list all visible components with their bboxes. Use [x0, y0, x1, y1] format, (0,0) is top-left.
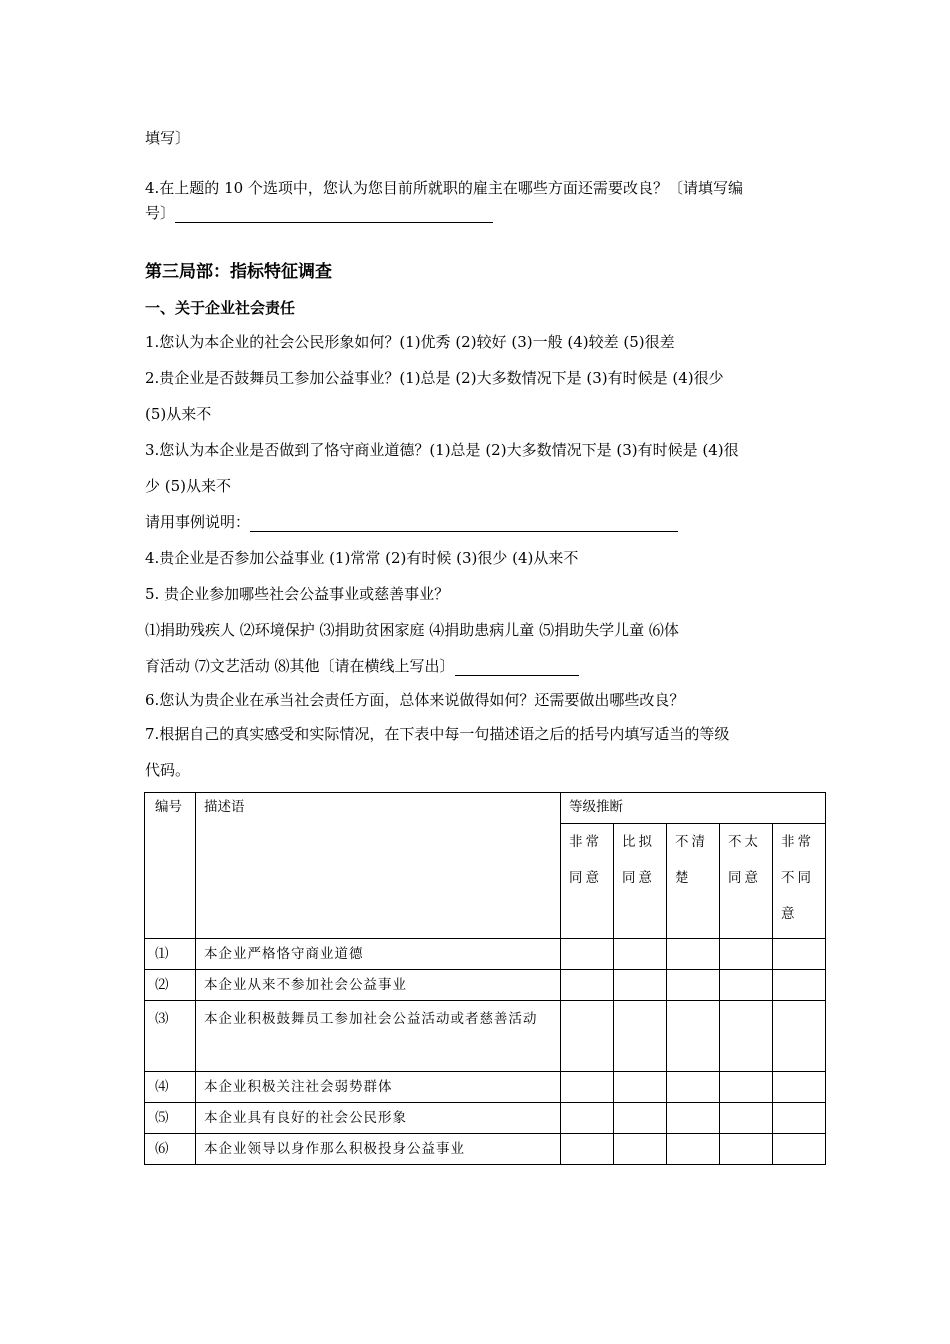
- grade-agree: 比拟同意: [614, 824, 667, 939]
- continuation-text: 填写〕: [145, 129, 191, 147]
- row-description: 本企业从来不参加社会公益事业: [196, 970, 561, 1001]
- rating-cell[interactable]: [614, 939, 667, 970]
- rating-cell[interactable]: [667, 1072, 720, 1103]
- grade-strongly-disagree: 非常不同意: [773, 824, 826, 939]
- rating-cell[interactable]: [614, 1134, 667, 1165]
- rating-cell[interactable]: [773, 970, 826, 1001]
- question-3-example-label: 请用事例说明：: [145, 513, 251, 531]
- row-number: ⑷: [145, 1072, 196, 1103]
- rating-cell[interactable]: [720, 1001, 773, 1072]
- question-6: 6.您认为贵企业在承当社会责任方面，总体来说做得如何？还需要做出哪些改良？: [145, 691, 685, 709]
- rating-cell[interactable]: [720, 970, 773, 1001]
- rating-cell[interactable]: [561, 939, 614, 970]
- row-description: 本企业领导以身作那么积极投身公益事业: [196, 1134, 561, 1165]
- grade-disagree: 不太同意: [720, 824, 773, 939]
- rating-cell[interactable]: [720, 1134, 773, 1165]
- table-row: [145, 970, 826, 1001]
- table-row: [145, 1103, 826, 1134]
- rating-cell[interactable]: [667, 970, 720, 1001]
- question-3-line2: 少 (5)从来不: [145, 477, 232, 495]
- prev-question-4-line1: 4.在上题的 10 个选项中，您认为您目前所就职的雇主在哪些方面还需要改良？〔请填写编: [145, 179, 743, 197]
- question-7-line1: 7.根据自己的真实感受和实际情况，在下表中每一句描述语之后的括号内填写适当的等级: [145, 725, 730, 743]
- rating-cell[interactable]: [720, 1072, 773, 1103]
- other-blank[interactable]: [455, 659, 579, 676]
- rating-cell[interactable]: [720, 1103, 773, 1134]
- row-number: ⑸: [145, 1103, 196, 1134]
- question-5-options-line2: [145, 656, 579, 676]
- header-number: 编号: [145, 793, 196, 939]
- question-3-example: [145, 512, 678, 532]
- rating-cell[interactable]: [773, 1103, 826, 1134]
- rating-cell[interactable]: [720, 939, 773, 970]
- question-7-line2: 代码。: [145, 761, 191, 779]
- rating-cell[interactable]: [773, 1134, 826, 1165]
- rating-cell[interactable]: [561, 1134, 614, 1165]
- prev-question-4-line2-text: 号〕: [145, 204, 176, 222]
- row-description: 本企业严格恪守商业道德: [196, 939, 561, 970]
- question-2-line1: 2.贵企业是否鼓舞员工参加公益事业？(1)总是 (2)大多数情况下是 (3)有时候是 (4)很少: [145, 369, 724, 387]
- row-number: ⑴: [145, 939, 196, 970]
- rating-cell[interactable]: [614, 1072, 667, 1103]
- row-number: ⑹: [145, 1134, 196, 1165]
- row-description: 本企业积极鼓舞员工参加社会公益活动或者慈善活动: [196, 1001, 561, 1072]
- table-row: [145, 939, 826, 970]
- row-description: 本企业具有良好的社会公民形象: [196, 1103, 561, 1134]
- section-title: 第三局部：指标特征调查: [145, 262, 332, 282]
- table-row: [145, 1001, 826, 1072]
- rating-cell[interactable]: [561, 970, 614, 1001]
- rating-cell[interactable]: [773, 939, 826, 970]
- row-number: ⑵: [145, 970, 196, 1001]
- rating-cell[interactable]: [614, 970, 667, 1001]
- rating-cell[interactable]: [773, 1072, 826, 1103]
- question-5: 5. 贵企业参加哪些社会公益事业或慈善事业？: [145, 585, 450, 603]
- rating-cell[interactable]: [667, 1134, 720, 1165]
- header-grade: 等级推断: [561, 793, 826, 824]
- table-row: [145, 1072, 826, 1103]
- rating-table: [144, 792, 826, 1165]
- row-number: ⑶: [145, 1001, 196, 1072]
- rating-cell[interactable]: [561, 1072, 614, 1103]
- question-4: 4.贵企业是否参加公益事业 (1)常常 (2)有时候 (3)很少 (4)从来不: [145, 549, 579, 567]
- rating-cell[interactable]: [773, 1001, 826, 1072]
- example-blank[interactable]: [250, 515, 678, 532]
- question-2-line2: (5)从来不: [145, 405, 212, 423]
- rating-cell[interactable]: [561, 1001, 614, 1072]
- prev-question-4-line2: [145, 203, 493, 223]
- row-description: 本企业积极关注社会弱势群体: [196, 1072, 561, 1103]
- grade-unsure: 不清楚: [667, 824, 720, 939]
- answer-blank[interactable]: [175, 206, 493, 223]
- question-1: 1.您认为本企业的社会公民形象如何？(1)优秀 (2)较好 (3)一般 (4)较差 (5)很差: [145, 333, 675, 351]
- rating-cell[interactable]: [614, 1001, 667, 1072]
- header-description: 描述语: [196, 793, 561, 939]
- question-5-options-line2-text: 育活动 ⑺文艺活动 ⑻其他〔请在横线上写出〕: [145, 657, 455, 675]
- subsection-title: 一、关于企业社会责任: [145, 299, 296, 317]
- question-3-line1: 3.您认为本企业是否做到了恪守商业道德？(1)总是 (2)大多数情况下是 (3)有时候是 (4)很: [145, 441, 739, 459]
- rating-cell[interactable]: [614, 1103, 667, 1134]
- rating-cell[interactable]: [667, 1103, 720, 1134]
- rating-cell[interactable]: [561, 1103, 614, 1134]
- table-row: [145, 1134, 826, 1165]
- rating-cell[interactable]: [667, 939, 720, 970]
- grade-strongly-agree: 非常同意: [561, 824, 614, 939]
- question-5-options-line1: ⑴捐助残疾人 ⑵环境保护 ⑶捐助贫困家庭 ⑷捐助患病儿童 ⑸捐助失学儿童 ⑹体: [145, 621, 679, 639]
- rating-cell[interactable]: [667, 1001, 720, 1072]
